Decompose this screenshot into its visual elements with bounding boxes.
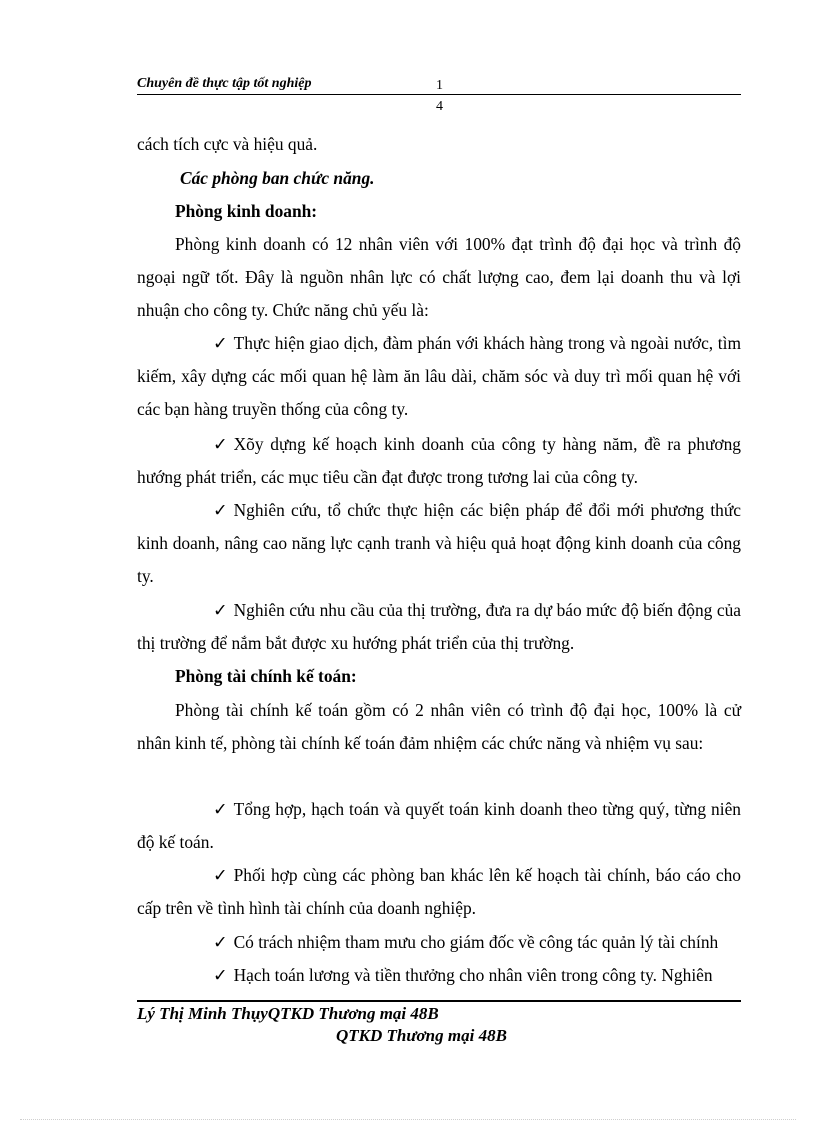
page-number-bottom: 4	[436, 99, 443, 114]
checkmark-icon: ✓	[213, 333, 228, 353]
bullet-text: Có trách nhiệm tham mưu cho giám đốc về công tác quản lý tài chính	[233, 932, 719, 952]
running-header-title: Chuyên đề thực tập tốt nghiệp	[137, 76, 312, 91]
bullet-item	[137, 494, 741, 593]
bullet-text: Nghiên cứu nhu cầu của thị trường, đưa ra dự báo mức độ biến động của thị trường để nắm bắt được xu hướng phát triển của thị trường.	[137, 600, 741, 653]
page-number-top: 1	[436, 78, 443, 93]
footer-author: Lý Thị Minh ThụyQTKD Thương mại 48B	[137, 1004, 439, 1023]
bullet-text: Hạch toán lương và tiền thưởng cho nhân viên trong công ty. Nghiên	[233, 965, 713, 985]
checkmark-icon: ✓	[213, 932, 228, 952]
checkmark-icon: ✓	[213, 799, 228, 819]
dept-finance-paragraph: Phòng tài chính kế toán gồm có 2 nhân viên có trình độ đại học, 100% là cử nhân kinh tế, phòng tài chính kế toán đảm nhiệm các chức năng và nhiệm vụ sau:	[137, 700, 741, 753]
checkmark-icon: ✓	[213, 965, 228, 985]
dept-heading-finance: Phòng tài chính kế toán:	[175, 666, 357, 686]
header-divider	[137, 94, 741, 95]
dept-heading-sales: Phòng kinh doanh:	[175, 201, 318, 221]
bullet-text: Xõy dựng kế hoạch kinh doanh của công ty hàng năm, đề ra phương hướng phát triển, các mục tiêu cần đạt được trong tương lai của công ty.	[137, 434, 741, 487]
checkmark-icon: ✓	[213, 434, 228, 454]
checkmark-icon: ✓	[213, 865, 228, 885]
bullet-item	[137, 859, 741, 925]
bullet-text: Nghiên cứu, tổ chức thực hiện các biện pháp để đổi mới phương thức kinh doanh, nâng cao năng lực cạnh tranh và hiệu quả hoạt động kinh doanh của công ty.	[137, 500, 741, 586]
bullet-text: Tổng hợp, hạch toán và quyết toán kinh doanh theo từng quý, từng niên độ kế toán.	[137, 799, 741, 852]
bullet-item	[137, 594, 741, 660]
dept-sales-paragraph: Phòng kinh doanh có 12 nhân viên với 100% đạt trình độ đại học và trình độ ngoại ngữ tốt. Đây là nguồn nhân lực có chất lượng cao, đem lại doanh thu và lợi nhuận cho công ty. Chức năng chủ yếu là:	[137, 234, 741, 320]
intro-line: cách tích cực và hiệu quả.	[137, 134, 318, 154]
footer-class: QTKD Thương mại 48B	[336, 1026, 507, 1045]
bullet-text: Thực hiện giao dịch, đàm phán với khách hàng trong và ngoài nước, tìm kiếm, xây dựng các mối quan hệ làm ăn lâu dài, chăm sóc và duy trì mối quan hệ với các bạn hàng truyền thống của công ty.	[137, 333, 741, 419]
section-heading: Các phòng ban chức năng.	[180, 168, 375, 188]
bullet-item	[137, 926, 741, 959]
bullet-item	[137, 327, 741, 426]
bullet-item	[137, 793, 741, 859]
checkmark-icon: ✓	[213, 500, 228, 520]
bullet-text: Phối hợp cùng các phòng ban khác lên kế hoạch tài chính, báo cáo cho cấp trên về tình hình tài chính của doanh nghiệp.	[137, 865, 741, 918]
bullet-item	[137, 959, 741, 992]
page-edge-divider	[20, 1119, 796, 1120]
checkmark-icon: ✓	[213, 600, 228, 620]
footer-divider	[137, 1000, 741, 1002]
bullet-item	[137, 428, 741, 494]
